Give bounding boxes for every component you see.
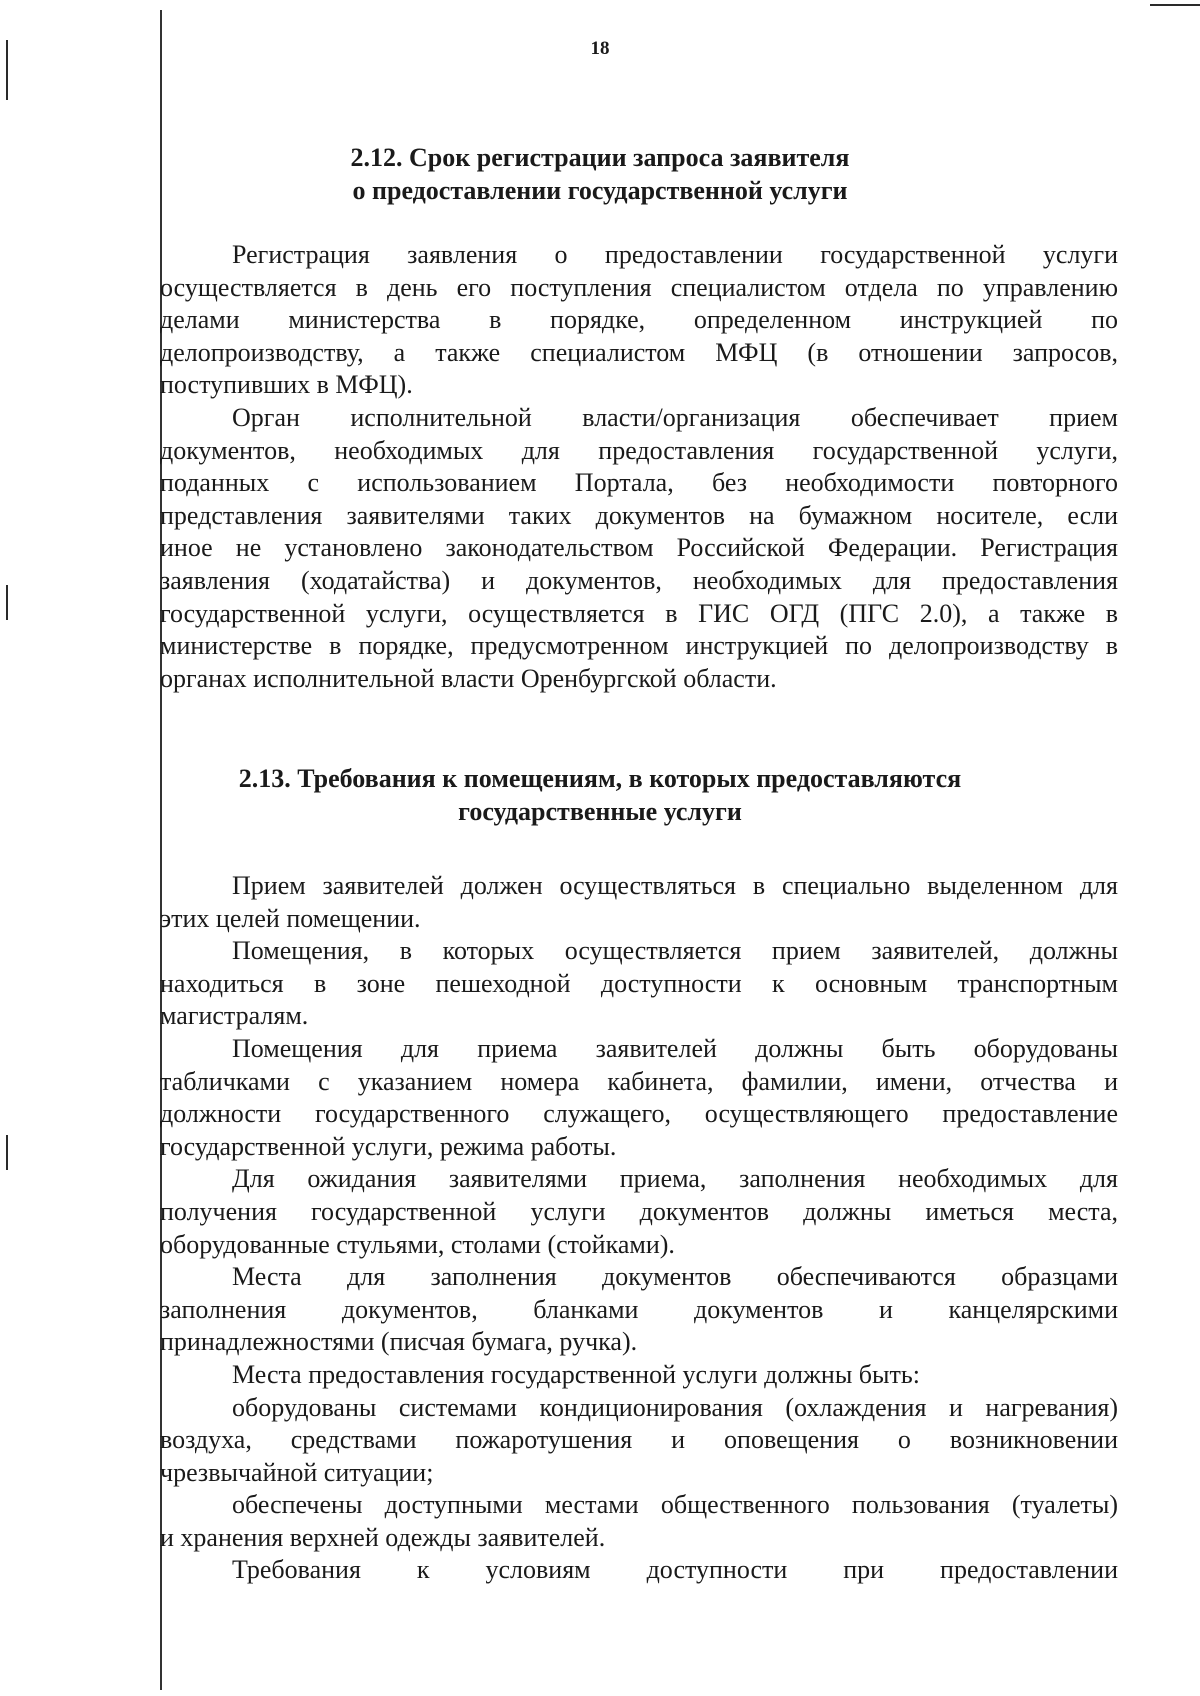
text-line: заявления (ходатайства) и документов, необходимых для предоставления [160,565,1118,595]
text-line: органах исполнительной власти Оренбургской области. [160,663,777,693]
scan-edge-mark [6,585,8,620]
text-line: получения государственной услуги документов должны иметься места, [160,1196,1118,1226]
scan-edge-mark [1150,4,1200,6]
paragraph [160,1261,1118,1359]
text-line: магистралям. [160,1001,309,1031]
section-2-13-heading [0,762,1200,828]
text-line: этих целей помещении. [160,903,421,933]
text-line: иное не установлено законодательством Российской Федерации. Регистрация [160,533,1118,563]
text-line: Прием заявителей должен осуществляться в специально выделенном для [232,871,1118,900]
section-2-13-body [160,870,1118,1587]
paragraph [160,239,1118,402]
paragraph [160,402,1118,695]
text-line: Помещения, в которых осуществляется прием заявителей, должны [232,936,1118,966]
paragraph [160,1554,1118,1587]
text-line: и хранения верхней одежды заявителей. [160,1522,606,1552]
text-line: делопроизводству, а также специалистом МФЦ (в отношении запросов, [160,337,1118,367]
text-line: принадлежностями (писчая бумага, ручка). [160,1327,638,1357]
text-line: Орган исполнительной власти/организация обеспечивает прием [232,402,1118,432]
text-line: осуществляется в день его поступления специалистом отдела по управлению [160,272,1118,302]
paragraph [160,1392,1118,1490]
text-line: поступивших в МФЦ). [160,370,413,400]
page-number: 18 [590,38,610,59]
text-line: заполнения документов, бланками документов и канцелярскими [160,1294,1118,1324]
text-line: документов, необходимых для предоставления государственной услуги, [160,435,1118,465]
text-line: поданных с использованием Портала, без необходимости повторного [160,468,1118,498]
text-line: представления заявителями таких документов на бумажном носителе, если [160,500,1118,530]
scan-edge-mark [6,1135,8,1170]
text-line: находиться в зоне пешеходной доступности к основным транспортным [160,968,1118,998]
text-line: министерстве в порядке, предусмотренном инструкцией по делопроизводству в [160,631,1118,661]
section-2-12-heading [0,141,1200,207]
text-line: Места предоставления государственной услуги должны быть: [232,1359,920,1389]
text-line: Регистрация заявления о предоставлении государственной услуги [232,240,1118,269]
heading-line: 2.12. Срок регистрации запроса заявителя [350,143,850,172]
text-line: государственной услуги, режима работы. [160,1131,617,1161]
text-line: Места для заполнения документов обеспечиваются образцами [232,1262,1118,1292]
heading-line: государственные услуги [458,797,742,826]
text-line: табличками с указанием номера кабинета, фамилии, имени, отчества и [160,1066,1118,1096]
paragraph [160,1489,1118,1554]
paragraph [160,935,1118,1033]
heading-line: 2.13. Требования к помещениям, в которых предоставляются [238,764,962,793]
text-line: оборудованы системами кондиционирования (охлаждения и нагревания) [232,1392,1118,1422]
paragraph [160,1359,1118,1392]
paragraph [160,1163,1118,1261]
text-line: обеспечены доступными местами общественного пользования (туалеты) [232,1490,1118,1520]
paragraph [160,870,1118,935]
heading-line: о предоставлении государственной услуги [352,176,848,205]
text-line: Требования к условиям доступности при предоставлении [232,1555,1118,1585]
text-line: чрезвычайной ситуации; [160,1457,434,1487]
text-line: делами министерства в порядке, определенном инструкцией по [160,305,1118,335]
text-line: Помещения для приема заявителей должны быть оборудованы [232,1033,1118,1063]
text-line: оборудованные стульями, столами (стойками). [160,1229,675,1259]
text-line: государственной услуги, осуществляется в ГИС ОГД (ПГС 2.0), а также в [160,598,1118,628]
section-2-12-body [160,239,1118,695]
text-line: воздуха, средствами пожаротушения и оповещения о возникновении [160,1425,1118,1455]
text-line: должности государственного служащего, осуществляющего предоставление [160,1099,1118,1129]
text-line: Для ожидания заявителями приема, заполнения необходимых для [232,1164,1118,1194]
paragraph [160,1033,1118,1163]
